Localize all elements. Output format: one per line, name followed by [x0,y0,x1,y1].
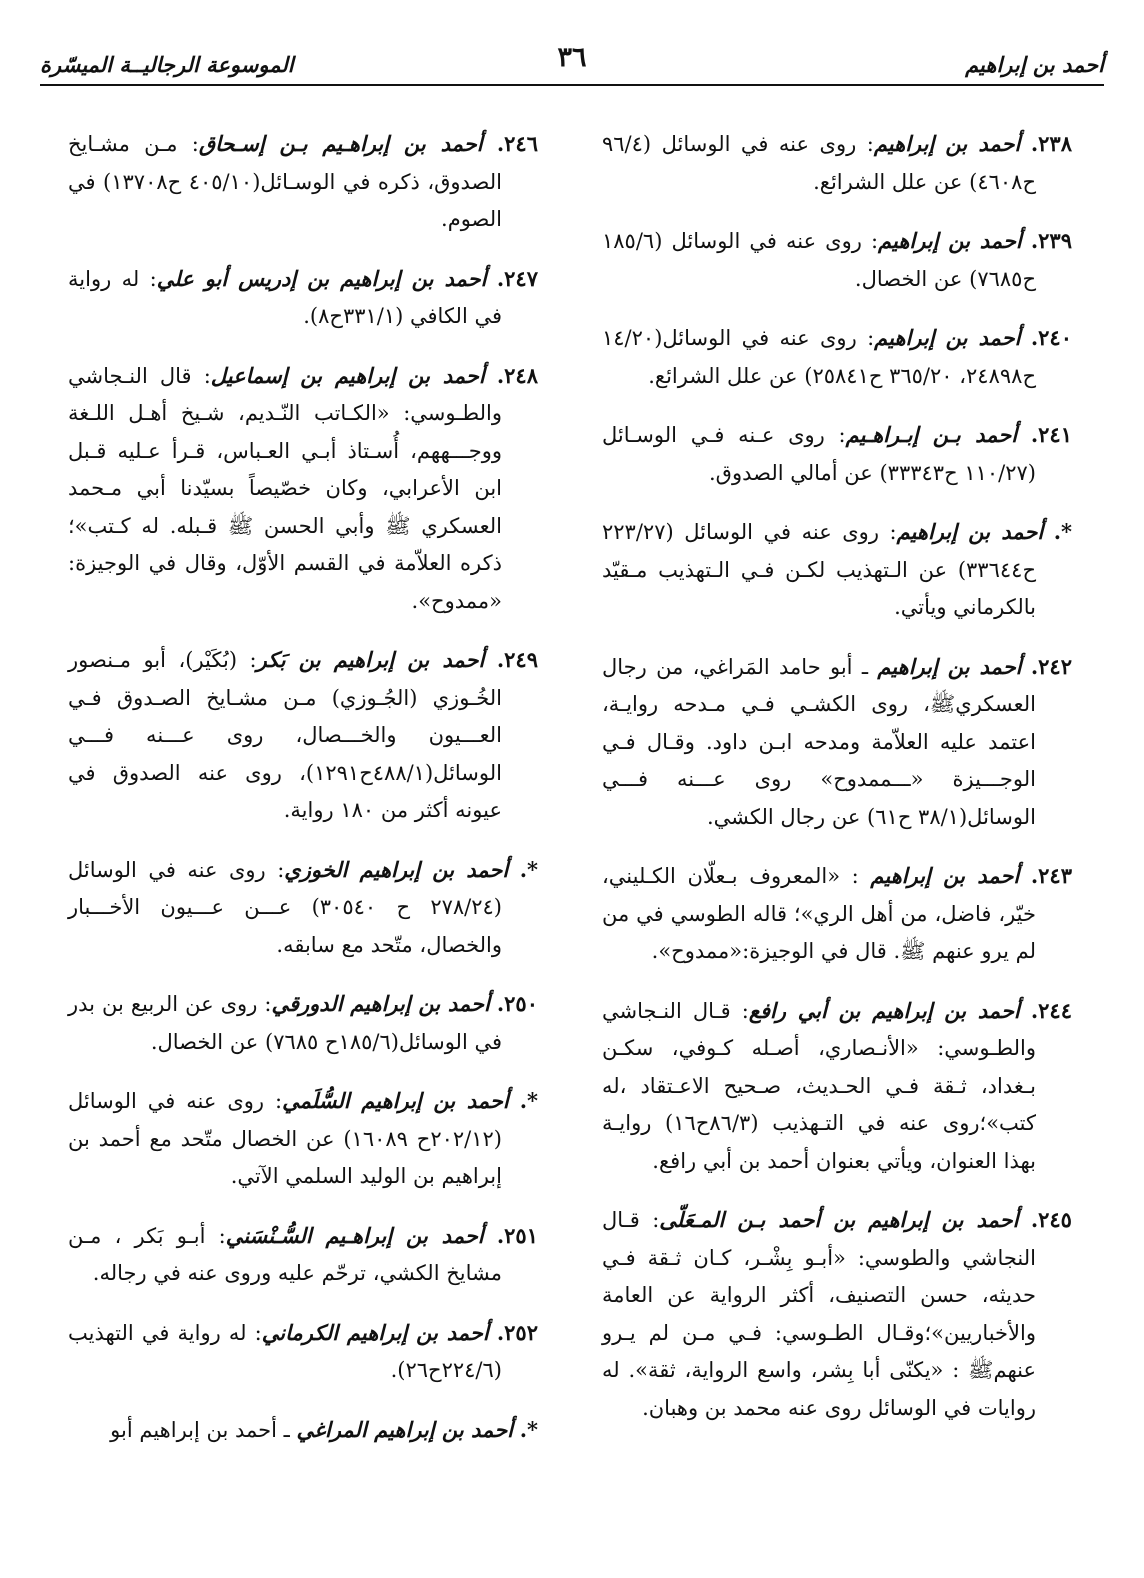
entry [602,513,1072,627]
entry-text: : روى عنه في الوسائل (٩٦/٤ ح٤٦٠٨) عن علل الشرائع. [602,132,1036,194]
entry-number: ٢٤٢. [1030,653,1072,679]
entry [602,416,1072,492]
entry-number: ٢٤١. [1030,422,1072,447]
entry-name: أحمد بن إبراهيم الكرماني [261,1319,489,1345]
entry [602,992,1072,1181]
entry-name: أحمد بن إبراهـيم بـن إسـحاق [198,131,483,156]
entry [602,648,1072,837]
entry-name: أحمد بن إبراهيم بن أحمد بـن المـعَلّى [659,1207,1019,1232]
entry [68,260,538,336]
entry-star-marker: *. [519,1416,538,1442]
entry-name: أحمد بن إبراهـيم السُّـنْسَني [225,1222,484,1248]
entry-text: : روى عن الربيع بن بدر في الوسائل(١٨٥/٦ح ٧٦٨٥) عن الخصال. [68,992,502,1054]
entry-name: أحمد بن إبراهيم [896,519,1044,544]
entry [68,357,538,621]
entry-text: : روى عنه في الوسائل (٢٢٣/٢٧ ح٣٣٦٤٤) عن الـتهذيب لكـن فـي الـتهذيب مـقيّد بالكرماني ويأتي. [602,520,1036,619]
left-column [68,104,538,1467]
entry [68,985,538,1061]
entry-number: ٢٤٨. [496,362,538,388]
entry-text: : روى عـنه فـي الوسـائل (١١٠/٢٧ ح٣٣٣٤٣) عن أمالي الصدوق. [602,423,1036,485]
entry-name: أحمد بن إبراهيم [877,653,1022,679]
entry-text: : (بُكَيْر)، أبو مـنصور الخُـوزي (الجُـوزي) مـن مشـايخ الصـدوق فـي العـــيون والخـــصال، روى عـــنه فـــي الوسائل(٤٨٨/١ح١٢٩١)، روى عنه الصدوق في عيونه أكثر من ١٨٠ رواية. [68,648,502,822]
entry-name: أحمد بن إبراهيم [870,863,1020,888]
entry [68,1217,538,1293]
entry-name: أحمد بـن إبـراهـيم [845,422,1018,447]
entry [68,1314,538,1390]
running-head-right: أحمد بن إبراهيم [965,52,1104,77]
entry-text: : روى عنه في الوسائل (٢٠٢/١٢ح ١٦٠٨٩) عن الخصال متّحد مع أحمد بن إبراهيم بن الوليد السلمي الآتي. [68,1089,502,1188]
entry-name: أحمد بن إبراهيم بن إسماعيل [210,362,485,388]
entry [68,1082,538,1196]
entry-star-marker: *. [519,856,538,882]
entry [602,222,1072,298]
entry-text: : روى عنه في الوسائل (١٨٥/٦ ح٧٦٨٥) عن الخصال. [602,229,1036,291]
entry-text: : روى عنه في الوسائل (٢٧٨/٢٤ ح ٣٠٥٤٠) عـــن عـــيون الأخـــبار والخصال، متّحد مع سابقه. [68,857,502,957]
entry-number: ٢٥١. [496,1222,538,1248]
entry-text: : روى عنه في الوسائل(١٤/٢٠ ح٢٤٨٩٨، ٣٦٥/٢٠ ح٢٥٨٤١) عن علل الشرائع. [602,326,1036,388]
entry-name: أحمد بن إبراهيم [874,325,1021,350]
entry-number: ٢٤٧. [496,265,538,291]
entry-text: : مـن مشـايخ الصدوق، ذكره في الوسـائل(٤٠٥/١٠ ح١٣٧٠٨) في الصوم. [68,132,502,231]
entry-name: أحمد بن إبراهيم [873,131,1021,156]
entry-number: ٢٥٢. [496,1319,538,1345]
entry-name: أحمد بن إبراهيم بن بَكر [256,647,485,672]
right-column [602,104,1072,1445]
entry-number: ٢٤٠. [1030,325,1072,350]
entry-text: : «المعروف بـعلّان الكـليني، خيّر، فاضل، من أهل الري»؛ قاله الطوسي في من لم يرو عنهم ﷺ. قال في الوجيزة:«ممدوح». [602,864,1036,963]
entry [602,857,1072,971]
page-number: ٣٦ [557,42,587,73]
entry-text: : قـال النـجاشي والطـوسي: «الأنـصاري، أصـله كـوفي، سكـن بـغداد، ثـقة فـي الحـديث، صـحيح الاعـتقاد ،له كتب»؛روى عنه في التـهذيب (٨٦/٣ح١٦) روايـة بهذا العنوان، ويأتي بعنوان أحمد بن أبي رافع. [602,998,1036,1173]
entry-number: ٢٣٩. [1030,228,1072,253]
entry-text: : قال النـجاشي والطـوسي: «الكـاتب النّـديم، شـيخ أهـل اللـغة ووجـــههم، أُسـتاذ أبـي العـباس، قـرأ عـليه قـبل ابن الأعرابي، وكان خصّيصاً بسيّدنا أبي مـحمد العسكري ﷺ وأبي الحسن ﷺ قـبله. له كـتب»؛ ذكره العلاّمة في القسم الأوّل، وقال في الوجيزة: «ممدوح». [68,363,502,613]
entry [602,319,1072,395]
entry-text: ـ أحمد بن إبراهيم أبو [110,1417,297,1442]
entry-name: أحمد بن إبراهيم [878,228,1022,253]
entry-number: ٢٥٠. [496,991,538,1016]
entry-name: أحمد بن إبراهيم بن إدريس أبو علي [156,265,487,291]
entry [68,851,538,965]
entry-number: ٢٤٦. [496,131,538,156]
entry-text: ـ أبو حامد المَراغي، من رجال العسكري‏ﷺ، روى الكشـي فـي مـدحه روايـة، اعتمد عليه العلاّمة ومدحه ابـن داود. وقـال فـي الوجـــيزة «ـــممدوح» روى عـــنه فـــي الوسائل(٣٨/١ ح٦١) عن رجال الكشي. [602,654,1036,829]
entry [602,125,1072,201]
entry-text: : أبـو بَكر ، مـن مشايخ الكشي، ترحّم عليه وروى عنه في رجاله. [68,1223,502,1285]
entry-number: ٢٤٥. [1030,1207,1072,1232]
entry-text: : قـال النجاشي والطوسي: «أبـو بِشْـر، كـان ثـقة فـي حديثه، حسن التصنيف، أكثر الرواية عن العامة والأخباريين»؛وقـال الطـوسي: فـي مـن لم يـرو عنهم‏ﷺ : «يكنّى أبا بِشر، واسع الرواية، ثقة». له روايات في الوسائل روى عنه محمد بن وهبان. [602,1208,1036,1420]
entry-number: ٢٤٤. [1030,997,1072,1023]
entry-name: أحمد بن إبراهيم المراغي [296,1416,514,1442]
entry [68,125,538,239]
entry-star-marker: *. [1053,519,1072,544]
entry-name: أحمد بن إبراهيم الدورقي [271,991,490,1016]
entry-number: ٢٤٣. [1030,863,1072,888]
header-divider [40,84,1104,86]
entry-name: أحمد بن إبراهيم الخوزي [284,856,509,882]
entry-star-marker: *. [519,1088,538,1113]
entry-name: أحمد بن إبراهيم بن أبي رافع [748,997,1020,1023]
running-head-left: الموسوعة الرجاليــة الميسّرة [40,52,294,77]
entry [68,641,538,830]
entry-text: : له رواية في الكافي (٣٣١/١ح٨). [68,266,502,328]
entry-name: أحمد بن إبراهيم السُّلَمي [282,1088,509,1113]
entry-number: ٢٤٩. [496,647,538,672]
page-header [40,38,1104,86]
entry [68,1411,538,1450]
entry [602,1201,1072,1427]
entry-text: : له رواية في التهذيب (٢٢٤/٦ح٢٦). [68,1320,502,1382]
entry-number: ٢٣٨. [1030,131,1072,156]
